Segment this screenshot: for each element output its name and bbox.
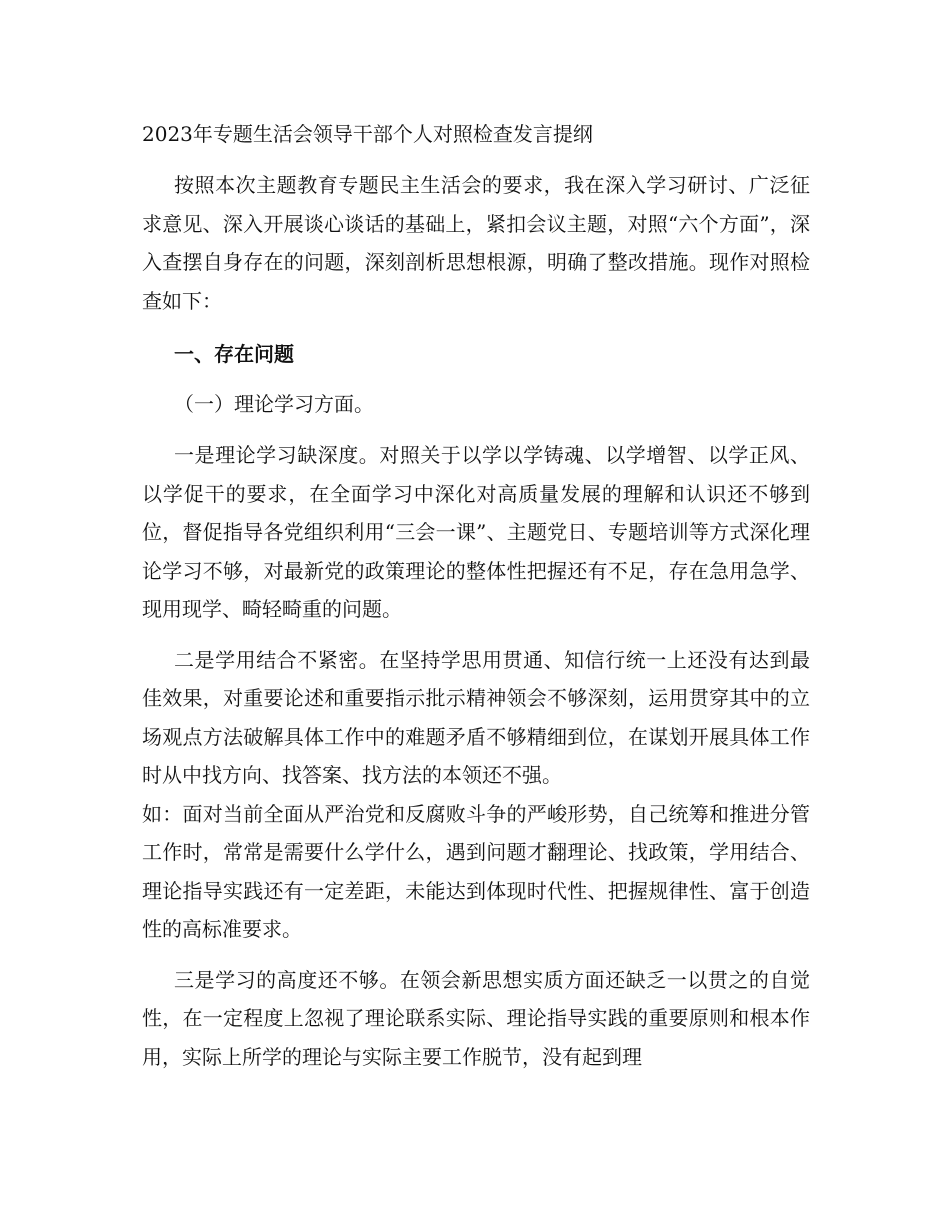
paragraph-study-height: 三是学习的高度还不够。在领会新思想实质方面还缺乏一以贯之的自觉性，在一定程度上忽视了理论联系实际、理论指导实践的重要原则和根本作用，实际上所学的理论与实际主要工作脱节，没有起到理 — [142, 967, 810, 1069]
document-page — [142, 112, 810, 1076]
document-title: 2023年专题生活会领导干部个人对照检查发言提纲 — [142, 122, 593, 146]
section-heading-existing-problems: 一、存在问题 — [174, 342, 294, 366]
paragraph-theory-depth: 一是理论学习缺深度。对照关于以学以学铸魂、以学增智、以学正风、以学促干的要求，在全面学习中深化对高质量发展的理解和认识还不够到位，督促指导各党组织利用“三会一课”、主题党日、专题培训等方式深化理论学习不够，对最新党的政策理论的整体性把握还有不足，存在急用急学、现用现学、畸轻畸重的问题。 — [142, 443, 810, 621]
subsection-heading-theory-study: （一）理论学习方面。 — [174, 392, 374, 416]
paragraph-example: 如：面对当前全面从严治党和反腐败斗争的严峻形势，自己统筹和推进分管工作时，常常是需要什么学什么，遇到问题才翻理论、找政策，学用结合、理论指导实践还有一定差距，未能达到体现时代性、把握规律性、富于创造性的高标准要求。 — [142, 801, 810, 941]
paragraph-study-application: 二是学用结合不紧密。在坚持学思用贯通、知信行统一上还没有达到最佳效果，对重要论述和重要指示批示精神领会不够深刻，运用贯穿其中的立场观点方法破解具体工作中的难题矛盾不够精细到位，在谋划开展具体工作时从中找方向、找答案、找方法的本领还不强。 — [142, 647, 810, 787]
intro-paragraph: 按照本次主题教育专题民主生活会的要求，我在深入学习研讨、广泛征求意见、深入开展谈心谈话的基础上，紧扣会议主题，对照“六个方面”，深入查摆自身存在的问题，深刻剖析思想根源，明确了整改措施。现作对照检查如下： — [142, 173, 810, 313]
